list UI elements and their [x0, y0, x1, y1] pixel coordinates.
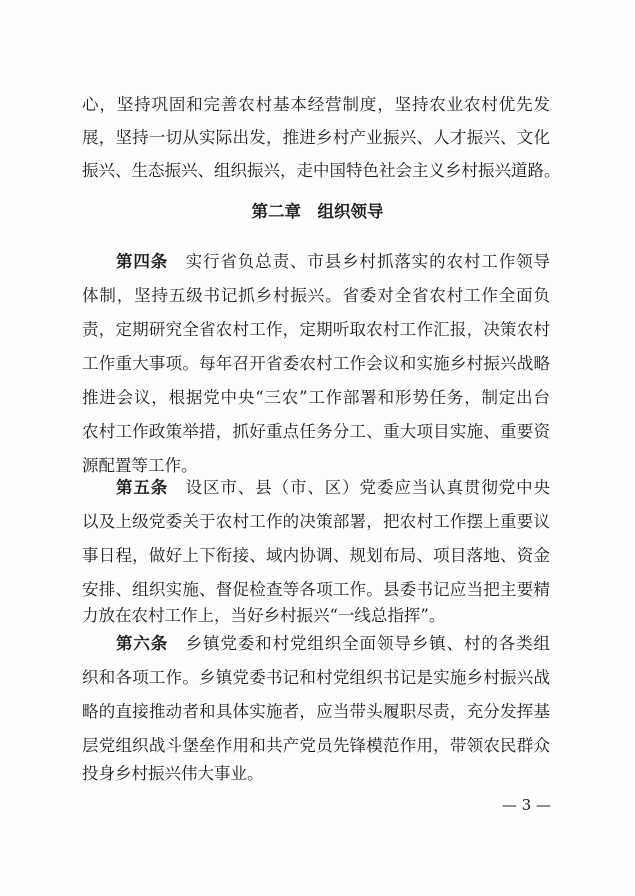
article4-label: 第四条 [116, 252, 169, 271]
article5-first-line [116, 478, 550, 498]
article6-line-3: 略的直接推动者和具体实施者，应当带头履职尽责，充分发挥基 [82, 702, 550, 721]
article5-line-2: 以及上级党委关于农村工作的决策部署，把农村工作摆上重要议 [82, 512, 550, 531]
article4-first-text: 实行省负总责、市县乡村抓落实的农村工作领导 [185, 252, 551, 271]
chapter-heading: 第二章 组织领导 [251, 202, 384, 221]
article4-line-2: 体制，坚持五级书记抓乡村振兴。省委对全省农村工作全面负 [82, 286, 550, 305]
article6-label: 第六条 [116, 634, 169, 653]
article6-line-4: 层党组织战斗堡垒作用和共产党员先锋模范作用，带领农民群众 [82, 736, 550, 755]
article4-line-4: 工作重大事项。每年召开省委农村工作会议和实施乡村振兴战略 [82, 354, 550, 373]
article4-line-3: 责，定期研究全省农村工作，定期听取农村工作汇报，决策农村 [82, 320, 550, 339]
article6-line-5: 投身乡村振兴伟大事业。 [82, 764, 264, 783]
article4-line-6: 农村工作政策举措，抓好重点任务分工、重大项目实施、重要资 [82, 422, 550, 441]
intro-line-1: 心，坚持巩固和完善农村基本经营制度，坚持农业农村优先发 [82, 95, 550, 114]
intro-line-2: 展，坚持一切从实际出发，推进乡村产业振兴、人才振兴、文化 [82, 128, 550, 147]
article5-line-5: 力放在农村工作上，当好乡村振兴“一线总指挥”。 [82, 606, 446, 625]
article5-first-text: 设区市、县（市、区）党委应当认真贯彻党中央 [185, 478, 551, 497]
article6-first-text: 乡镇党委和村党组织全面领导乡镇、村的各类组 [185, 634, 551, 653]
article5-label: 第五条 [116, 478, 169, 497]
intro-line-3: 振兴、生态振兴、组织振兴，走中国特色社会主义乡村振兴道路。 [82, 161, 561, 180]
page-number: — 3 — [501, 796, 551, 814]
article6-line-2: 织和各项工作。乡镇党委书记和村党组织书记是实施乡村振兴战 [82, 668, 550, 687]
article6-first-line [116, 634, 550, 654]
article5-line-3: 事日程，做好上下衔接、域内协调、规划布局、项目落地、资金 [82, 546, 550, 565]
article5-line-4: 安排、组织实施、督促检查等各项工作。县委书记应当把主要精 [82, 580, 550, 599]
article4-line-5: 推进会议，根据党中央“三农”工作部署和形势任务，制定出台 [82, 388, 550, 407]
article4-first-line [116, 252, 550, 272]
article4-line-7: 源配置等工作。 [82, 456, 198, 475]
